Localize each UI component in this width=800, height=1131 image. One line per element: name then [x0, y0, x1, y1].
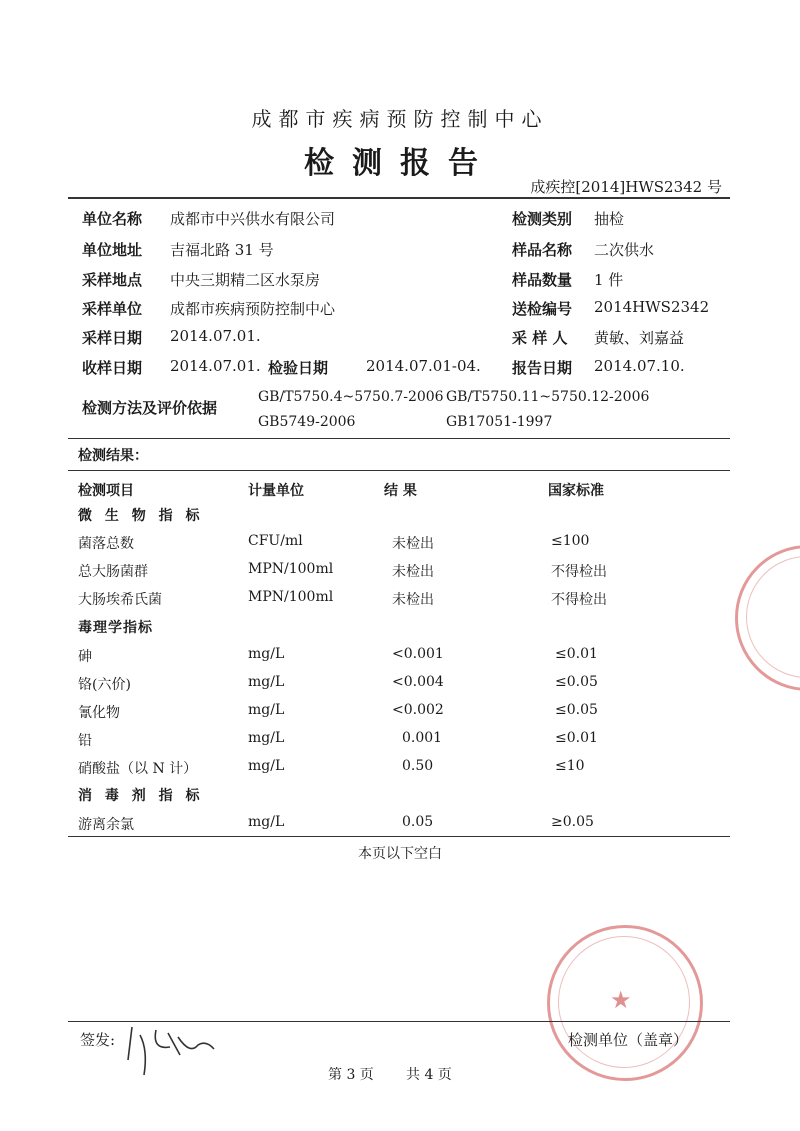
method-standard: GB5749-2006: [258, 414, 356, 430]
row-standard: ≤0.01: [555, 730, 598, 746]
sample-date-label: 采样日期: [82, 329, 143, 347]
unit-name-value: 成都市中兴供水有限公司: [170, 210, 336, 228]
row-unit: mg/L: [248, 646, 285, 662]
row-result: <0.004: [392, 674, 444, 690]
receive-date-label: 收样日期: [82, 359, 143, 377]
document-number: 成疾控[2014]HWS2342 号: [530, 178, 722, 196]
row-standard: ≤0.01: [555, 646, 598, 662]
method-standard: GB17051-1997: [446, 414, 553, 430]
results-title: 检测结果：: [78, 448, 148, 464]
official-seal-partial: [735, 545, 800, 691]
submit-no-value: 2014HWS2342: [594, 298, 710, 316]
row-unit: mg/L: [248, 758, 285, 774]
results-divider: [68, 470, 730, 471]
row-standard: 不得检出: [551, 564, 607, 580]
row-item: 铬(六价): [78, 677, 131, 693]
sample-name-label: 样品名称: [512, 241, 573, 259]
receive-date-value: 2014.07.01.: [170, 357, 261, 375]
row-unit: mg/L: [248, 814, 285, 830]
test-type-value: 抽检: [594, 210, 625, 228]
row-item: 氰化物: [78, 705, 120, 721]
column-header-unit: 计量单位: [248, 483, 304, 499]
row-standard: ≤0.05: [555, 674, 598, 690]
submit-no-label: 送检编号: [512, 300, 573, 318]
row-unit: MPN/100ml: [248, 561, 334, 577]
sampler-value: 黄敏、刘嘉益: [594, 329, 685, 347]
row-result: 0.001: [402, 730, 443, 746]
row-result: <0.001: [392, 646, 444, 662]
report-date-label: 报告日期: [512, 359, 573, 377]
row-item: 总大肠菌群: [78, 564, 148, 580]
row-standard: ≤0.05: [555, 702, 598, 718]
test-type-label: 检测类别: [512, 210, 573, 228]
method-standard: GB/T5750.11~5750.12-2006: [446, 389, 650, 405]
page-total: 共 4 页: [406, 1067, 452, 1083]
row-unit: mg/L: [248, 730, 285, 746]
sign-label: 签发:: [80, 1031, 116, 1049]
row-result: 0.50: [402, 758, 434, 774]
sampler-label: 采 样 人: [512, 329, 568, 347]
row-unit: MPN/100ml: [248, 589, 334, 605]
header-divider: [68, 197, 730, 199]
row-result: 未检出: [392, 564, 434, 580]
row-item: 砷: [78, 649, 92, 665]
row-item: 铅: [78, 733, 92, 749]
column-header-item: 检测项目: [78, 483, 134, 499]
sample-qty-label: 样品数量: [512, 271, 573, 289]
column-header-standard: 国家标准: [548, 483, 604, 499]
address-label: 单位地址: [82, 241, 143, 259]
sampling-unit-value: 成都市疾病预防控制中心: [170, 300, 336, 318]
info-divider: [68, 438, 730, 439]
row-standard: ≥0.05: [551, 814, 594, 830]
row-unit: mg/L: [248, 674, 285, 690]
official-seal: [547, 925, 703, 1081]
table-bottom-divider: [68, 836, 730, 837]
row-item: 硝酸盐（以 N 计）: [78, 761, 198, 777]
row-standard: 不得检出: [551, 592, 607, 608]
page-current: 第 3 页: [328, 1067, 374, 1083]
seal-star-icon: ★: [610, 986, 632, 1014]
report-title: 检测报告: [304, 146, 496, 181]
row-item: 菌落总数: [78, 536, 134, 552]
row-standard: ≤100: [551, 533, 590, 549]
row-result: 未检出: [392, 592, 434, 608]
sample-name-value: 二次供水: [594, 241, 655, 259]
test-date-label: 检验日期: [268, 359, 329, 377]
row-result: <0.002: [392, 702, 444, 718]
row-unit: mg/L: [248, 702, 285, 718]
column-header-result: 结 果: [384, 483, 417, 499]
category-microbial: 微 生 物 指 标: [78, 508, 204, 524]
address-value: 吉福北路 31 号: [170, 241, 274, 259]
test-date-value: 2014.07.01-04.: [366, 357, 481, 375]
sample-qty-value: 1 件: [594, 271, 624, 289]
blank-below-note: 本页以下空白: [358, 846, 442, 862]
sample-date-value: 2014.07.01.: [170, 327, 261, 345]
test-unit-seal-label: 检测单位（盖章）: [568, 1031, 689, 1049]
sampling-unit-label: 采样单位: [82, 300, 143, 318]
handwritten-signature: [118, 1015, 228, 1085]
row-result: 0.05: [402, 814, 434, 830]
row-item: 游离余氯: [78, 817, 134, 833]
method-label: 检测方法及评价依据: [82, 399, 218, 417]
method-standard: GB/T5750.4~5750.7-2006: [258, 389, 444, 405]
row-result: 未检出: [392, 536, 434, 552]
row-unit: CFU/ml: [248, 533, 303, 549]
organization-name: 成都市疾病预防控制中心: [251, 107, 549, 131]
sample-place-label: 采样地点: [82, 271, 143, 289]
row-standard: ≤10: [555, 758, 585, 774]
category-disinfectant: 消 毒 剂 指 标: [78, 788, 204, 804]
unit-name-label: 单位名称: [82, 210, 143, 228]
row-item: 大肠埃希氏菌: [78, 592, 162, 608]
report-date-value: 2014.07.10.: [594, 357, 685, 375]
category-toxicology: 毒理学指标: [78, 620, 153, 636]
sample-place-value: 中央三期精二区水泵房: [170, 271, 321, 289]
